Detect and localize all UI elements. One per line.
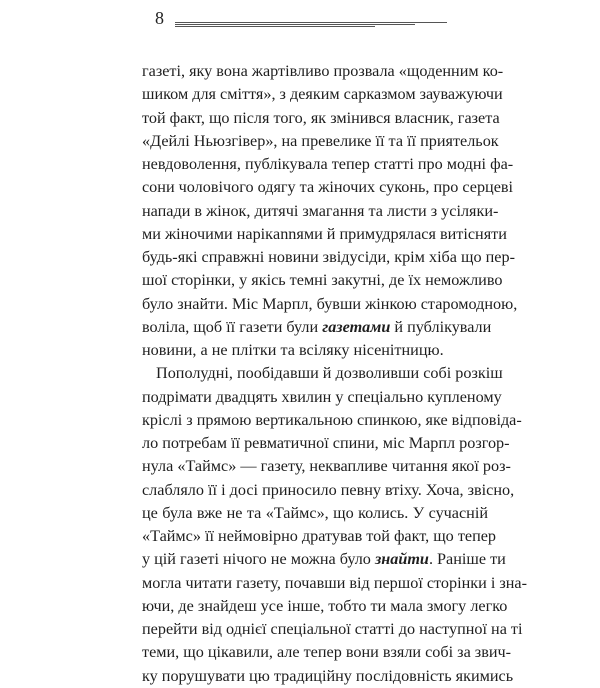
text-line: «Дейлі Ньюзгівер», на превелике її та її приятельок: [142, 131, 499, 150]
text-line: газеті, яку вона жартівливо прозвала «щоденним ко-: [142, 62, 504, 80]
text-line: ми жіночими нарікannями й примудрялася витісняти: [142, 224, 507, 243]
text-line: подрімати двадцять хвилин у спеціально купленому: [142, 387, 502, 406]
text-line: слабляло її і досі приносило певну втіху. Хоча, звісно,: [142, 480, 515, 499]
text-segment: воліла, щоб її газети були: [142, 317, 323, 336]
page-header: [155, 8, 447, 28]
text-line: невдоволення, публікувала тепер статті про модні фа-: [142, 155, 514, 173]
emphasis-znayty: знайти: [374, 550, 429, 569]
text-line: ло потребам її ревматичної спини, міс Марпл розгор-: [142, 434, 510, 452]
text-line: було знайти. Міс Марпл, бувши жінкою старомодною,: [142, 294, 518, 313]
text-line: напади в жінок, дитячі змагання та листи з усіляки-: [142, 201, 499, 220]
text-line: могла читати газету, почавши від першої сторінки і зна-: [142, 573, 528, 592]
text-segment: . Раніше ти: [428, 550, 506, 569]
text-line: «Таймс» її неймовірно дратував той факт, що тепер: [142, 527, 497, 545]
text-line-mixed: [142, 548, 506, 571]
text-line: ку порушувати цю традиційну послідовність якимись: [142, 666, 514, 685]
text-line: новини, а не плітки та всіляку нісенітницю.: [142, 341, 444, 359]
page-number: 8: [155, 8, 164, 28]
text-line: будь-які справжні новини звідусіди, крім хіба що пер-: [142, 248, 515, 266]
paragraph-2: [142, 362, 528, 688]
text-line: шиком для сміття», з деяким сарказмом зауважуючи: [142, 85, 503, 104]
text-line: той факт, що після того, як змінився власник, газета: [142, 108, 500, 127]
text-line: це була вже не та «Таймс», що колись. У сучасній: [142, 503, 488, 522]
text-line: сони чоловічого одягу та жіночих суконь, про серцеві: [142, 178, 514, 197]
text-segment: у цій газеті нічого не можна було: [142, 550, 375, 569]
text-line: кріслі з прямою вертикальною спинкою, яке відповіда-: [142, 410, 522, 429]
text-line-mixed: [142, 316, 492, 339]
text-line: Пополудні, пообідавши й дозволивши собі розкіш: [156, 364, 503, 383]
emphasis-gazetamy: газетами: [322, 317, 391, 336]
text-segment: й публікували: [390, 317, 492, 336]
header-rule: [175, 22, 447, 26]
text-line: теми, що цікавили, але тепер вони взяли собі за звич-: [142, 643, 512, 662]
text-line: ючи, де знайдеш усе інше, тобто ти мала змогу легко: [142, 596, 508, 615]
text-line: нула «Таймс» — газету, неквапливе читання якої роз-: [142, 457, 511, 476]
text-line: перейти від однієї спеціальної статті до наступної на ті: [142, 620, 523, 638]
book-page-text: [142, 60, 528, 688]
paragraph-1: [142, 60, 518, 362]
text-line: шої сторінки, у якісь темні закутні, де їх неможливо: [142, 271, 503, 290]
